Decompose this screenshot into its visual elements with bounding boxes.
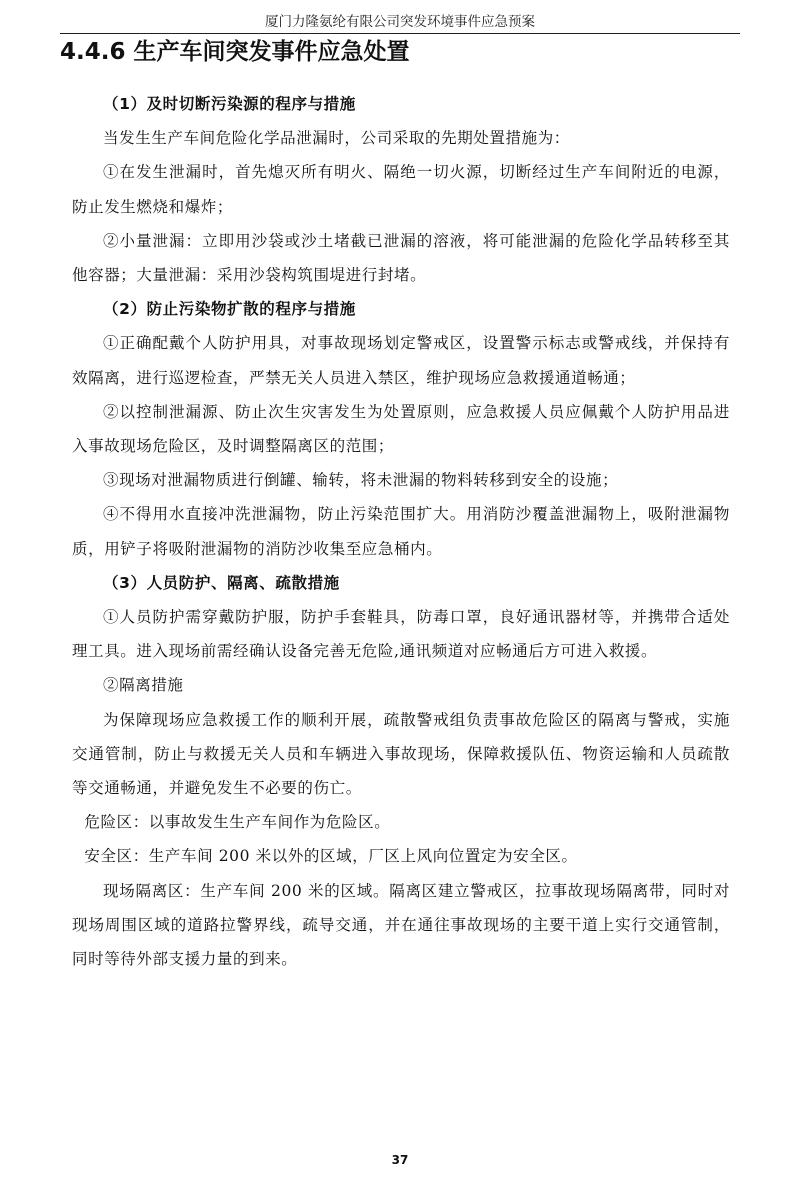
body-paragraph: 安全区：生产车间 200 米以外的区域，厂区上风向位置定为安全区。 bbox=[84, 847, 578, 866]
body-paragraph: 当发生生产车间危险化学品泄漏时，公司采取的先期处置措施为： bbox=[103, 129, 570, 148]
running-header: 厦门力隆氨纶有限公司突发环境事件应急预案 bbox=[60, 10, 740, 34]
body-paragraph: ②以控制泄漏源、防止次生灾害发生为处置原则，应急救援人员应佩戴个人防护用品进入事故现场危险区，及时调整隔离区的范围； bbox=[72, 402, 730, 456]
body-paragraph: 为保障现场应急救援工作的顺利开展，疏散警戒组负责事故危险区的隔离与警戒，实施交通管制，防止与救援无关人员和车辆进入事故现场，保障救援队伍、物资运输和人员疏散等交通畅通，并避免发生不必要的伤亡。 bbox=[72, 710, 730, 798]
subsection-heading: （3）人员防护、隔离、疏散措施 bbox=[103, 573, 340, 592]
body-paragraph: 危险区：以事故发生生产车间作为危险区。 bbox=[84, 813, 391, 832]
section-title: 4.4.6 生产车间突发事件应急处置 bbox=[60, 39, 410, 65]
body-paragraph: ④不得用水直接冲洗泄漏物，防止污染范围扩大。用消防沙覆盖泄漏物上，吸附泄漏物质，用铲子将吸附泄漏物的消防沙收集至应急桶内。 bbox=[72, 505, 730, 558]
subsection-heading: （2）防止污染物扩散的程序与措施 bbox=[103, 300, 356, 319]
body-paragraph: ②隔离措施 bbox=[103, 676, 184, 695]
body-paragraph: ③现场对泄漏物质进行倒罐、输转，将未泄漏的物料转移到安全的设施； bbox=[103, 471, 619, 490]
document-body bbox=[72, 87, 730, 976]
body-paragraph: 现场隔离区：生产车间 200 米的区域。隔离区建立警戒区，拉事故现场隔离带，同时对现场周围区域的道路拉警界线，疏导交通，并在通往事故现场的主要干道上实行交通管制，同时等待外部支援力量的到来。 bbox=[72, 881, 730, 969]
body-paragraph: ①正确配戴个人防护用具，对事故现场划定警戒区，设置警示标志或警戒线，并保持有效隔离，进行巡逻检查，严禁无关人员进入禁区，维护现场应急救援通道畅通； bbox=[72, 334, 730, 387]
body-paragraph: ①人员防护需穿戴防护服，防护手套鞋具，防毒口罩，良好通讯器材等，并携带合适处理工具。进入现场前需经确认设备完善无危险,通讯频道对应畅通后方可进入救援。 bbox=[72, 608, 730, 661]
body-paragraph: ①在发生泄漏时，首先熄灭所有明火、隔绝一切火源，切断经过生产车间附近的电源，防止发生燃烧和爆炸； bbox=[72, 163, 730, 216]
subsection-heading: （1）及时切断污染源的程序与措施 bbox=[103, 95, 356, 113]
body-paragraph: ②小量泄漏：立即用沙袋或沙土堵截已泄漏的溶液，将可能泄漏的危险化学品转移至其他容器；大量泄漏：采用沙袋构筑围堤进行封堵。 bbox=[72, 231, 730, 285]
page-number: 37 bbox=[391, 1153, 409, 1167]
